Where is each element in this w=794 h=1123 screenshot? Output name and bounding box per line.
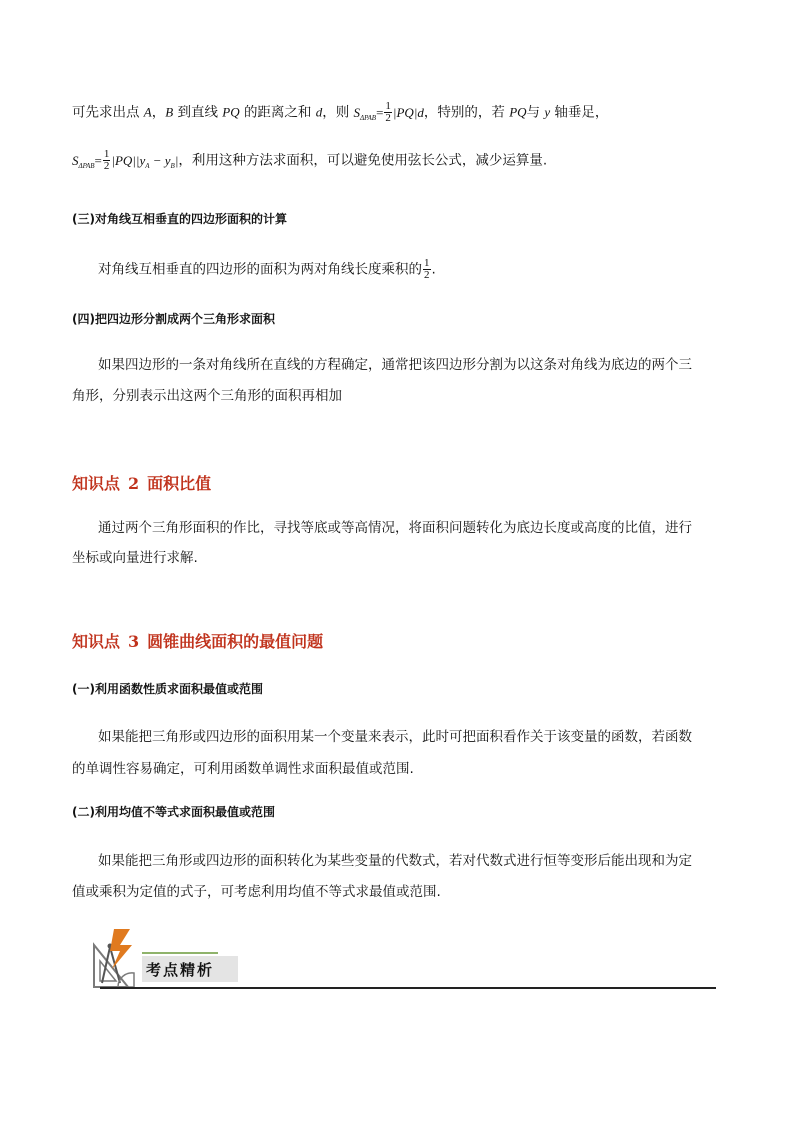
section-heading: (三)对角线互相垂直的四边形面积的计算 (72, 212, 287, 226)
section-heading: (二)利用均值不等式求面积最值或范围 (72, 805, 275, 819)
kp-title: 圆锥曲线面积的最值问题 (147, 632, 324, 651)
formula-s: S (72, 152, 79, 168)
paragraph-line: 如果能把三角形或四边形的面积转化为某些变量的代数式，若对代数式进行恒等变形后能出现和为定 (98, 853, 692, 869)
text-span: ， (151, 104, 166, 121)
fraction-half (423, 258, 431, 281)
banner-title: 考点精析 (146, 961, 215, 979)
kp-label: 知识点 (72, 474, 121, 493)
var-a: A (143, 104, 152, 120)
area-formula-2 (72, 148, 179, 172)
fraction-half (384, 101, 392, 124)
section-heading: (四)把四边形分割成两个三角形求面积 (72, 312, 275, 326)
frac-den: 2 (385, 112, 391, 124)
section-heading: (一)利用函数性质求面积最值或范围 (72, 682, 263, 696)
kp-title: 面积比值 (147, 474, 212, 493)
frac-den: 2 (424, 269, 430, 281)
var-b: B (165, 104, 174, 120)
text-span: 到直线 (177, 104, 218, 121)
para1-line1 (72, 101, 732, 128)
formula-close: | (174, 152, 179, 168)
formula-eq: = (376, 104, 384, 120)
fraction-half (103, 149, 111, 172)
para1-line2 (72, 149, 732, 176)
text-span: 对角线互相垂直的四边形的面积为两对角线长度乘积的 (98, 261, 422, 278)
formula-eq: = (94, 152, 102, 168)
frac-num: 1 (385, 100, 391, 112)
paragraph-line: 通过两个三角形面积的作比，寻找等底或等高情况，将面积问题转化为底边长度或高度的比值，进行 (98, 520, 692, 536)
var-d: d (315, 104, 323, 120)
var-pq: PQ (509, 104, 527, 120)
text-span: 与 (526, 104, 541, 121)
text-span: 可先求出点 (72, 104, 140, 121)
paragraph-line: 角形，分别表示出这两个三角形的面积再相加 (72, 388, 342, 404)
formula-mid: |PQ||y (111, 152, 146, 168)
text-span: ，利用这种方法求面积，可以避免使用弦长公式，减少运算量. (178, 152, 548, 169)
formula-sub: A (145, 161, 150, 170)
text-span: 轴垂足， (554, 104, 609, 121)
formula-sub: ΔPAB (78, 161, 95, 170)
kp-number: 3 (128, 632, 140, 651)
knowledge-point-heading (72, 629, 323, 652)
formula-sub: B (170, 161, 175, 170)
area-formula-1 (353, 100, 424, 124)
kp-number: 2 (128, 474, 140, 493)
paragraph-line: 如果能把三角形或四边形的面积用某一个变量来表示，此时可把面积看作关于该变量的函数，若函数 (98, 729, 692, 745)
frac-num: 1 (424, 257, 430, 269)
text-span: ，特别的，若 (423, 104, 505, 121)
sec3-text (98, 258, 758, 281)
formula-s: S (353, 104, 361, 120)
var-y: y (544, 104, 551, 120)
frac-den: 2 (103, 160, 110, 172)
text-span: . (431, 261, 436, 278)
kp-label: 知识点 (72, 632, 121, 651)
paragraph-line: 如果四边形的一条对角线所在直线的方程确定，通常把该四边形分割为以这条对角线为底边的两个三 (98, 357, 692, 373)
formula-tail: |PQ|d (392, 104, 424, 120)
paragraph-line: 值或乘积为定值的式子，可考虑利用均值不等式求最值或范围. (72, 884, 441, 900)
paragraph-line: 的单调性容易确定，可利用函数单调性求面积最值或范围. (72, 761, 414, 777)
formula-sub: ΔPAB (360, 113, 377, 122)
paragraph-line: 坐标或向量进行求解. (72, 550, 198, 566)
text-span: ，则 (322, 104, 350, 121)
text-span: 的距离之和 (243, 104, 312, 121)
formula-minus: − y (149, 152, 171, 168)
var-pq: PQ (222, 104, 240, 120)
frac-num: 1 (103, 148, 110, 160)
knowledge-point-heading (72, 471, 211, 494)
